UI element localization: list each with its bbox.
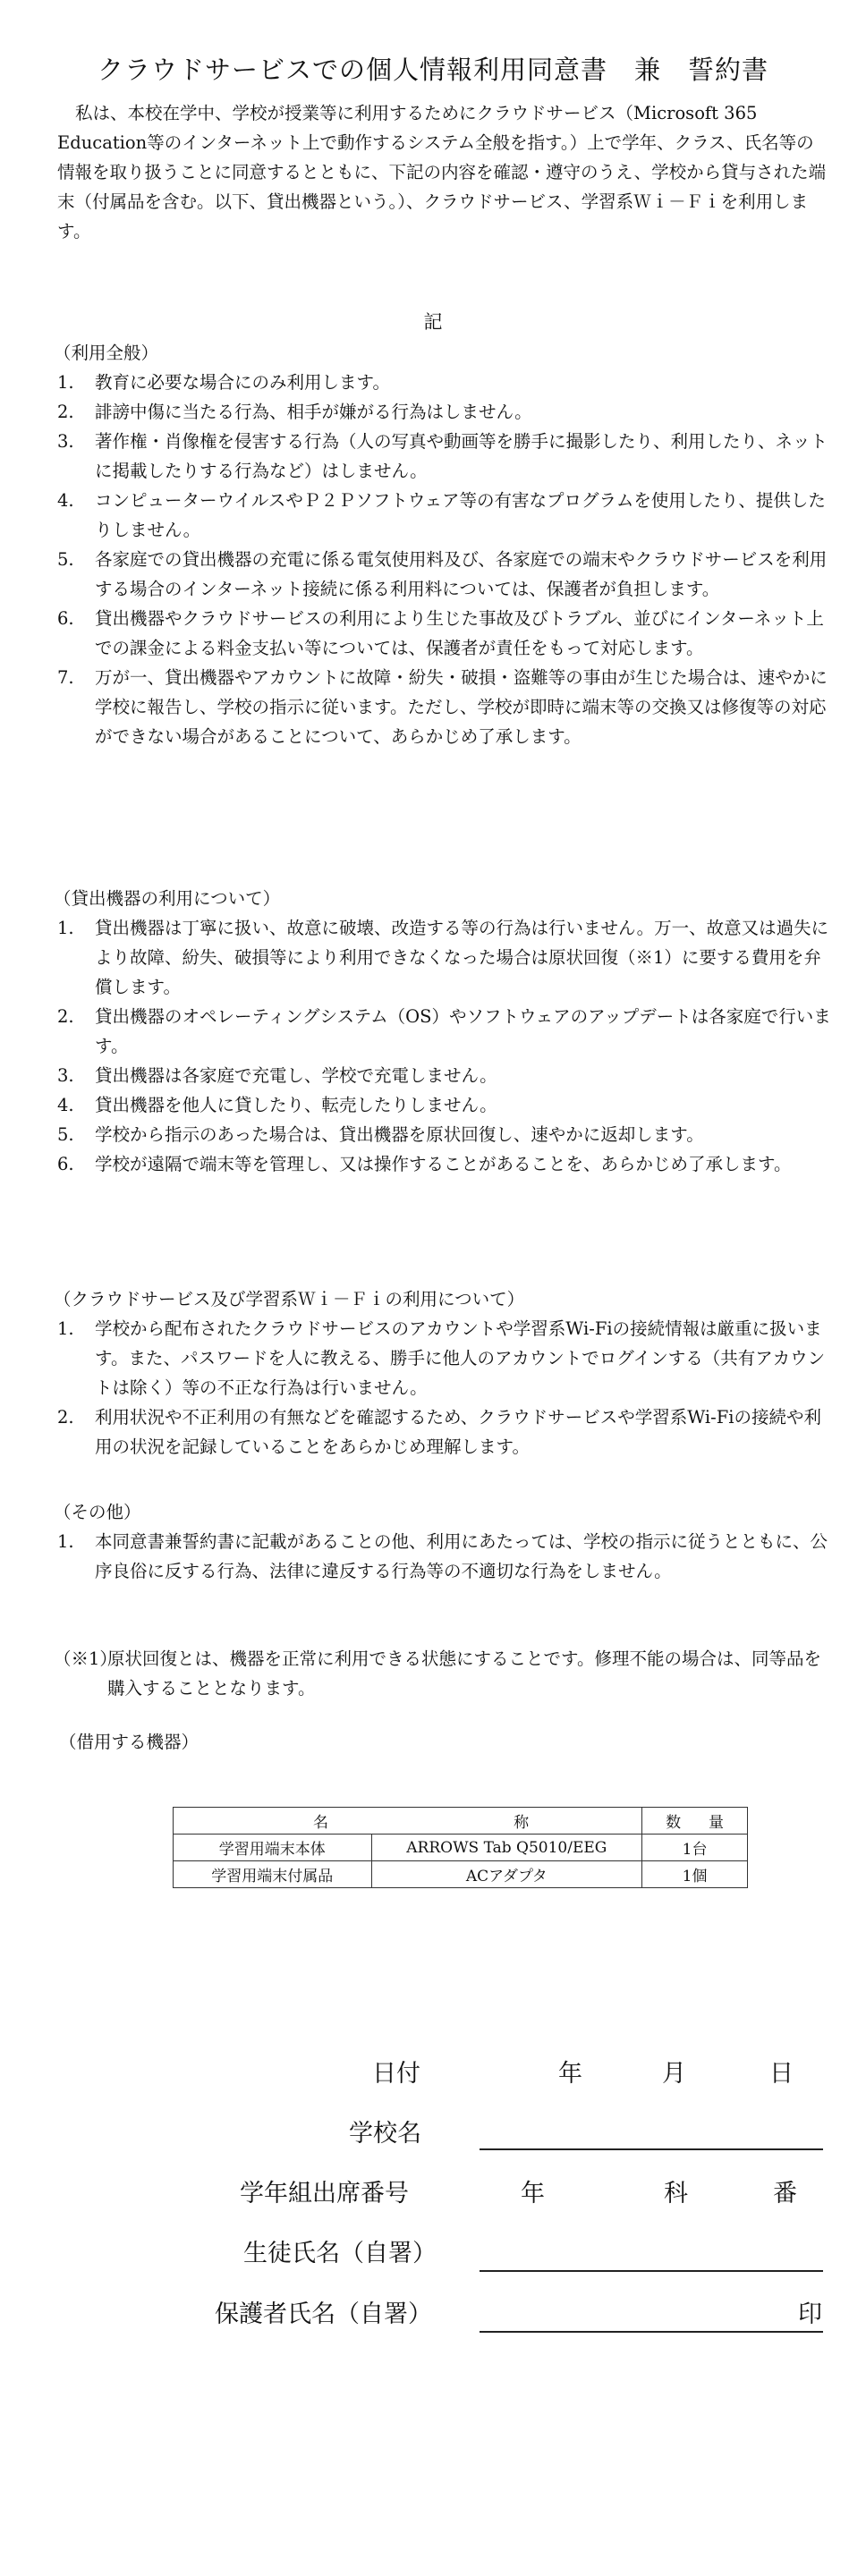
list-item: 1. 教育に必要な場合にのみ利用します。 (57, 372, 390, 393)
date-label: 日付 (372, 2060, 420, 2088)
section-heading: （クラウドサービス及び学習系Ｗｉ－Ｆｉの利用について） (54, 1289, 525, 1309)
section-heading: （貸出機器の利用について） (54, 888, 281, 909)
header-quantity: 数 量 (642, 1808, 748, 1835)
table-row (174, 1835, 748, 1861)
list-item: 2. 誹謗中傷に当たる行為、相手が嫌がる行為はしません。 (57, 402, 532, 422)
equipment-qty: 1個 (642, 1861, 748, 1888)
list-item: 6. 学校が遠隔で端末等を管理し、又は操作することがあることを、あらかじめ了承します。 (57, 1154, 792, 1174)
school-name-label: 学校名 (349, 2120, 421, 2148)
lent-device-list (54, 913, 832, 1179)
section-lent-device-use (54, 884, 832, 1179)
guardian-name-label: 保護者氏名（自署） (215, 2301, 432, 2328)
other-list (54, 1527, 832, 1586)
equipment-name: ACアダプタ (371, 1861, 642, 1888)
school-name-line (480, 2148, 823, 2150)
date-year: 年 (558, 2060, 582, 2088)
table-header-row (174, 1808, 748, 1835)
borrowed-equipment-heading: （借用する機器） (59, 1732, 200, 1752)
cloud-wifi-list (54, 1314, 832, 1462)
list-item: 1. 貸出機器は丁寧に扱い、故意に破壊、改造する等の行為は行いません。万一、故意又は過失により故障、紛失、破損等により利用できなくなった場合は原状回復（※1）に要する費用を弁償します。 (57, 918, 829, 997)
list-item: 2. 利用状況や不正利用の有無などを確認するため、クラウドサービスや学習系Wi-Fiの接続や利用の状況を記録していることをあらかじめ理解します。 (57, 1407, 822, 1457)
grade-number: 番 (773, 2180, 797, 2207)
footnote-restoration (54, 1644, 823, 1703)
list-item: 1. 学校から配布されたクラウドサービスのアカウントや学習系Wi-Fiの接続情報は厳重に扱います。また、パスワードを人に教える、勝手に他人のアカウントでログインする（共有アカウントは除く）等の不正な行為は行いません。 (57, 1318, 826, 1398)
equipment-category: 学習用端末本体 (174, 1835, 372, 1861)
list-item: 5. 学校から指示のあった場合は、貸出機器を原状回復し、速やかに返却します。 (57, 1124, 704, 1145)
grade-course: 科 (664, 2180, 688, 2207)
list-item: 7. 万が一、貸出機器やアカウントに故障・紛失・破損・盗難等の事由が生じた場合は、速やかに学校に報告し、学校の指示に従います。ただし、学校が即時に端末等の交換又は修復等の対応ができない場合があることについて、あらかじめ了承します。 (57, 667, 828, 747)
date-day: 日 (769, 2060, 794, 2088)
document-title: クラウドサービスでの個人情報利用同意書 兼 誓約書 (97, 55, 768, 85)
equipment-qty: 1台 (642, 1835, 748, 1861)
list-item: 3. 貸出機器は各家庭で充電し、学校で充電しません。 (57, 1065, 497, 1086)
equipment-name: ARROWS Tab Q5010/EEG (371, 1835, 642, 1861)
grade-class-number-label: 学年組出席番号 (240, 2180, 409, 2207)
student-name-label: 生徒氏名（自署） (243, 2240, 437, 2267)
list-item: 3. 著作権・肖像権を侵害する行為（人の写真や動画等を勝手に撮影したり、利用したり、ネットに掲載したりする行為など）はしません。 (57, 431, 828, 481)
section-cloud-wifi-use (54, 1284, 832, 1462)
list-item: 6. 貸出機器やクラウドサービスの利用により生じた事故及びトラブル、並びにインターネット上での課金による料金支払い等については、保護者が責任をもって対応します。 (57, 608, 824, 658)
section-heading: （その他） (54, 1502, 141, 1522)
header-name: 名 称 (174, 1808, 642, 1835)
equipment-category: 学習用端末付属品 (174, 1861, 372, 1888)
guardian-signature-line (480, 2331, 823, 2333)
list-item: 1. 本同意書兼誓約書に記載があることの他、利用にあたっては、学校の指示に従うとともに、公序良俗に反する行為、法律に違反する行為等の不適切な行為をしません。 (57, 1531, 828, 1581)
list-item: 5. 各家庭での貸出機器の充電に係る電気使用料及び、各家庭での端末やクラウドサービスを利用する場合のインターネット接続に係る利用料については、保護者が負担します。 (57, 549, 828, 599)
footnote-text: 原状回復とは、機器を正常に利用できる状態にすることです。修理不能の場合は、同等品を購入することとなります。 (107, 1648, 821, 1699)
list-item: 4. コンピューターウイルスやＰ２Ｐソフトウェア等の有害なプログラムを使用したり、提供したりしません。 (57, 490, 826, 540)
intro-paragraph: 私は、本校在学中、学校が授業等に利用するためにクラウドサービス（Microsoft 365 Education等のインターネット上で動作するシステム全般を指す。）上で学年、クラス、氏名等の情報を取り扱うことに同意するとともに、下記の内容を確認・遵守のうえ、学校から貸与された端末（付属品を含む。以下、貸出機器という。）、クラウドサービス、学習系Ｗｉ－Ｆｉを利用します。 (57, 103, 827, 242)
student-signature-line (480, 2270, 823, 2272)
section-heading: （利用全般） (54, 343, 159, 363)
equipment-table (173, 1807, 748, 1888)
list-item: 2. 貸出機器のオペレーティングシステム（OS）やソフトウェアのアップデートは各家庭で行います。 (57, 1006, 831, 1056)
ki-marker: 記 (423, 311, 443, 333)
footnote-label: （※1） (54, 1648, 117, 1669)
seal-mark: 印 (798, 2301, 822, 2328)
section-other (54, 1497, 832, 1586)
general-use-list (54, 368, 832, 751)
date-month: 月 (662, 2060, 686, 2088)
list-item: 4. 貸出機器を他人に貸したり、転売したりしません。 (57, 1095, 497, 1115)
section-general-use (54, 338, 832, 751)
table-row (174, 1861, 748, 1888)
grade-year: 年 (521, 2180, 545, 2207)
